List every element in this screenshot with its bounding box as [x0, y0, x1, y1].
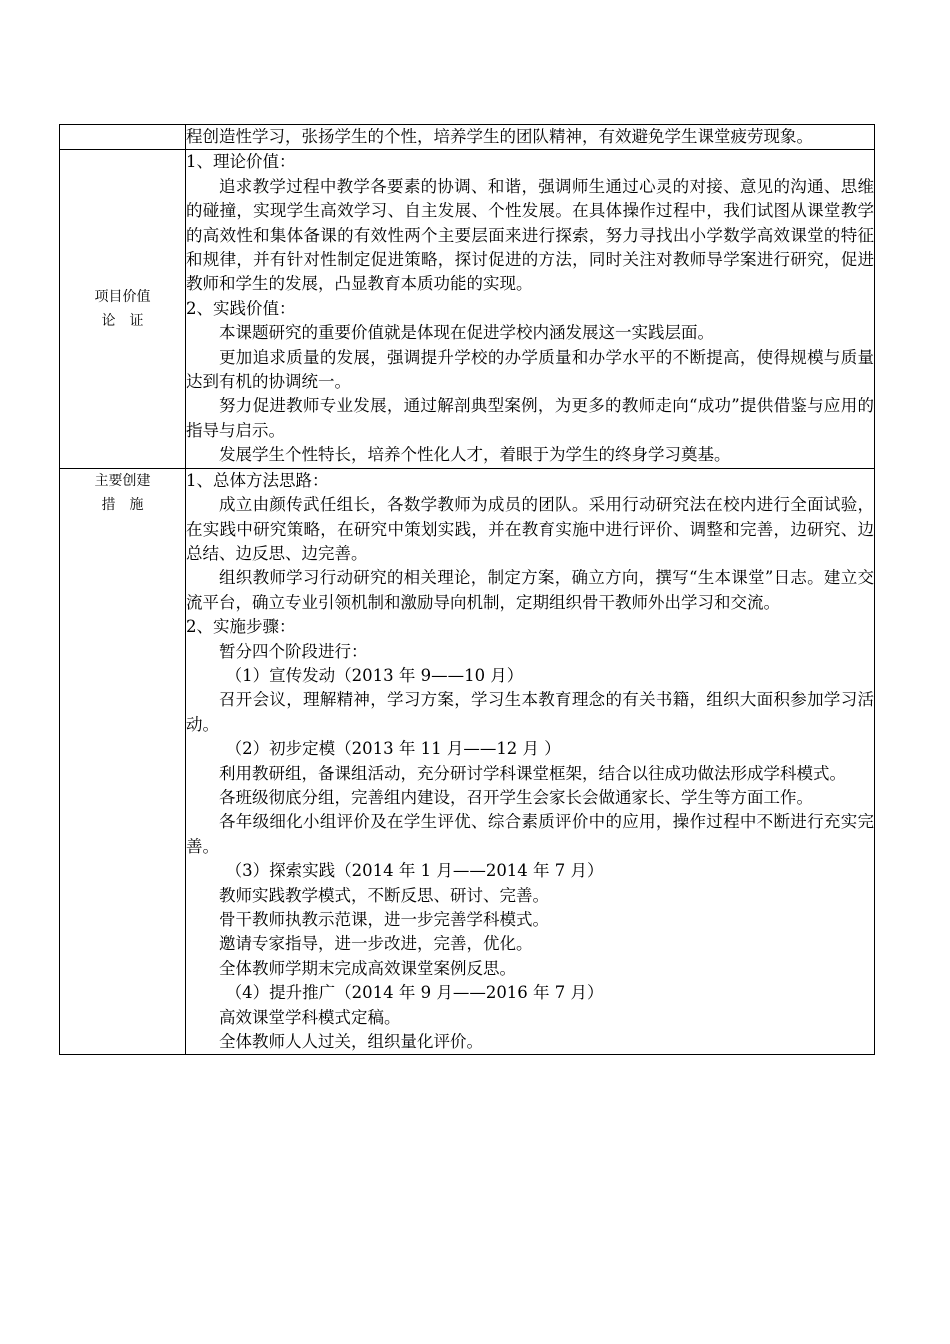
paragraph: 更加追求质量的发展，强调提升学校的办学质量和办学水平的不断提高，使得规模与质量达到有机的协调统一。	[186, 347, 874, 392]
paragraph: 教师实践教学模式，不断反思、研讨、完善。	[219, 885, 549, 905]
document-table	[59, 124, 875, 1055]
paragraph: 骨干教师执教示范课，进一步完善学科模式。	[219, 910, 549, 929]
paragraph: 利用教研组，备课组活动，充分研讨学科课堂框架，结合以往成功做法形成学科模式。	[219, 763, 846, 783]
paragraph: 成立由颜传武任组长，各数学教师为成员的团队。采用行动研究法在校内进行全面试验，在实践中研究策略，在研究中策划实践，并在教育实施中进行评价、调整和完善，边研究、边总结、边反思、边完善。	[186, 495, 874, 563]
paragraph: （1）宣传发动（2013 年 9——10 月）	[225, 665, 524, 685]
row-label-cell	[60, 125, 186, 150]
paragraph: 本课题研究的重要价值就是体现在促进学校内涵发展这一实践层面。	[219, 323, 714, 343]
row-content-cell	[186, 468, 875, 1055]
table-row	[60, 125, 875, 150]
paragraph: 组织教师学习行动研究的相关理论，制定方案，确立方向，撰写“生本课堂”日志。建立交流平台，确立专业引领机制和激励导向机制，定期组织骨干教师外出学习和交流。	[186, 568, 874, 612]
section-heading: 程创造性学习，张扬学生的个性，培养学生的团队精神，有效避免学生课堂疲劳现象。	[186, 127, 813, 146]
row-content-cell	[186, 150, 875, 468]
row-content-cell	[186, 125, 875, 150]
row-label-line: 项目价值	[94, 289, 151, 306]
section-heading: 1、总体方法思路：	[186, 470, 329, 490]
table-row	[60, 150, 875, 468]
paragraph: 发展学生个性特长，培养个性化人才，着眼于为学生的终身学习奠基。	[219, 445, 731, 465]
paragraph: 全体教师学期末完成高效课堂案例反思。	[219, 958, 516, 978]
paragraph: 邀请专家指导，进一步改进，完善，优化。	[219, 934, 533, 954]
paragraph: 各年级细化小组评价及在学生评优、综合素质评价中的应用，操作过程中不断进行充实完善。	[186, 812, 874, 856]
paragraph: 追求教学过程中教学各要素的协调、和谐，强调师生通过心灵的对接、意见的沟通、思维的碰撞，实现学生高效学习、自主发展、个性发展。在具体操作过程中，我们试图从课堂教学的高效性和集体备课的有效性两个主要层面来进行探索，努力寻找出小学数学高效课堂的特征和规律，并有针对性制定促进策略，探讨促进的方法，同时关注对教师导学案进行研究，促进教师和学生的发展，凸显教育本质功能的实现。	[186, 176, 874, 294]
paragraph: （2）初步定模（2013 年 11 月——12 月 ）	[225, 739, 561, 759]
row-label-line: 论 证	[101, 313, 144, 330]
paragraph: 高效课堂学科模式定稿。	[219, 1007, 401, 1027]
row-label-line: 主要创建	[94, 472, 151, 489]
table-body	[60, 125, 875, 1055]
row-label-line: 措 施	[101, 496, 144, 513]
paragraph: 召开会议，理解精神，学习方案，学习生本教育理念的有关书籍，组织大面积参加学习活动。	[186, 690, 874, 734]
row-label-cell	[60, 150, 186, 468]
paragraph: （3）探索实践（2014 年 1 月——2014 年 7 月）	[225, 861, 604, 881]
table-row	[60, 468, 875, 1055]
paragraph: 暂分四个阶段进行：	[219, 641, 368, 661]
paragraph: 各班级彻底分组，完善组内建设，召开学生会家长会做通家长、学生等方面工作。	[219, 787, 813, 807]
paragraph: 全体教师人人过关，组织量化评价。	[219, 1032, 483, 1052]
section-heading: 2、实施步骤：	[186, 617, 296, 637]
paragraph: 努力促进教师专业发展，通过解剖典型案例，为更多的教师走向“成功”提供借鉴与应用的指导与启示。	[186, 396, 874, 440]
section-heading: 1、理论价值：	[186, 152, 296, 172]
paragraph: （4）提升推广（2014 年 9 月——2016 年 7 月）	[225, 983, 604, 1003]
row-label-cell	[60, 468, 186, 1055]
section-heading: 2、实践价值：	[186, 298, 296, 318]
